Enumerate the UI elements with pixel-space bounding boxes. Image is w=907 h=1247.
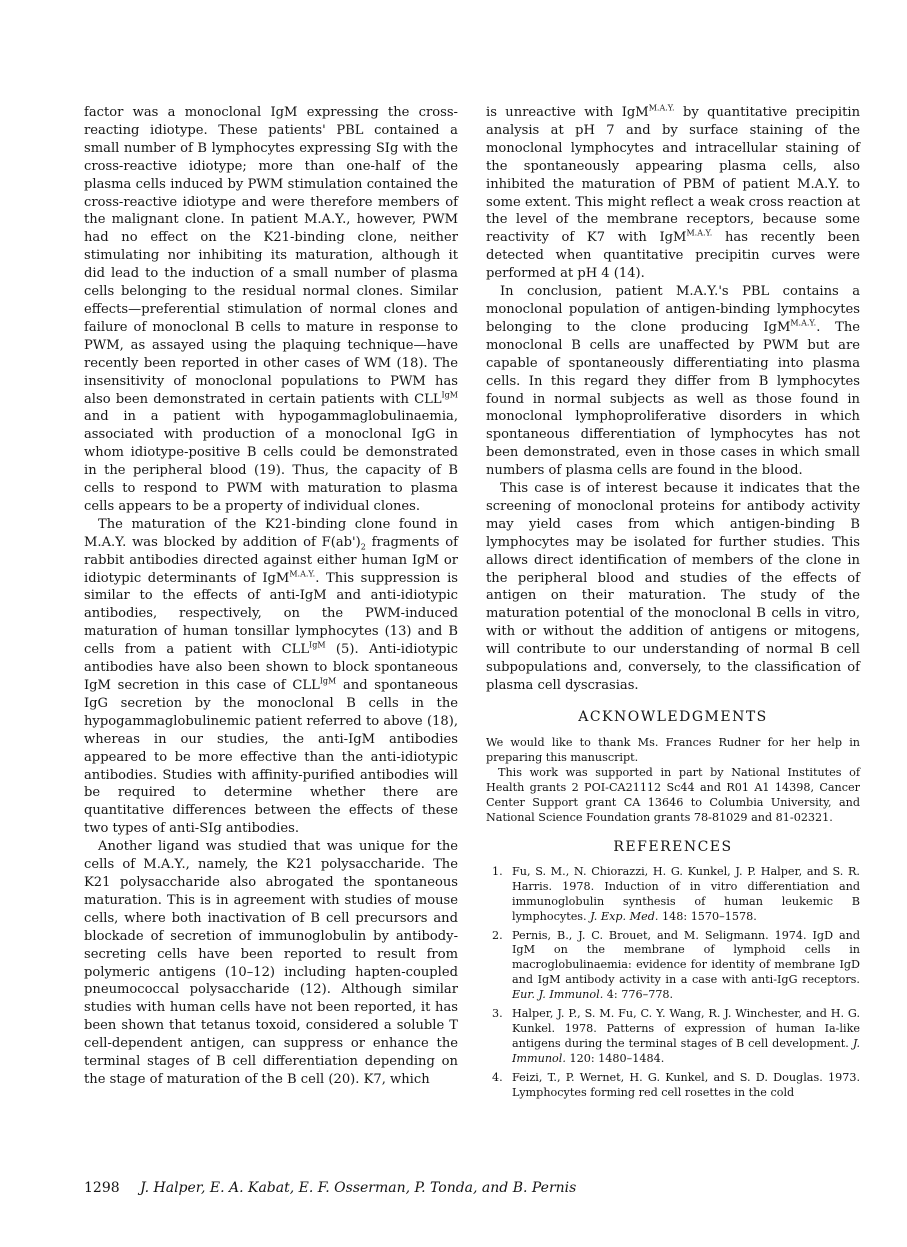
paragraph: The maturation of the K21-binding clone found in M.A.Y. was blocked by addition of $F(ab')_2$ fragments of rabbit antibodies directed against either human IgM or idiotypic determinants of IgM$^{M.A.Y.}$. This suppression is similar to the effects of anti-IgM and anti-idiotypic antibodies, respectively, on the PWM-induced maturation of human tonsillar lymphocytes (13) and B cells from a patient with $CLL^{IgM}$ (5). Anti-idiotypic antibodies have also been shown to block spontaneous IgM secretion in this case of $CLL^{IgM}$ and spontaneous IgG secretion by the monoclonal B cells in the hypogammaglobulinemic patient referred to above (18), whereas in our studies, the anti-IgM antibodies appeared to be more effective than the anti-idiotypic antibodies. Studies with affinity-purified antibodies will be required to determine whether there are quantitative differences between the effects of these two types of anti-SIg antibodies.: [84, 516, 459, 837]
article-page: [84, 104, 860, 1184]
acknowledgment-text: We would like to thank Ms. Frances Rudner for her help in preparing this manuscript.: [486, 735, 860, 764]
paragraph: Another ligand was studied that was unique for the cells of M.A.Y., namely, the K21 polysaccharide. The K21 polysaccharide also abrogated the spontaneous maturation. This is in agreement with studies of mouse cells, where both inactivation of B cell precursors and blockade of secretion of immunoglobulin by antibody-secreting cells have been reported to result from polymeric antigens (10–12) including hapten-coupled pneumococcal polysaccharide (12). Although similar studies with human cells have not been reported, it has been shown that tetanus toxoid, considered a soluble T cell-dependent antigen, can suppress or enhance the terminal stages of B cell differentiation depending on the stage of maturation of the B cell (20). K7, which: [84, 839, 458, 1087]
reference-list: [486, 865, 860, 1101]
left-column: [84, 104, 458, 1089]
author-line: J. Halper, E. A. Kabat, E. F. Osserman, P. Tonda, and B. Pernis: [140, 1180, 577, 1196]
acknowledgments-heading: ACKNOWLEDGMENTS: [578, 708, 768, 725]
funding-text: This work was supported in part by National Institutes of Health grants 2 POI-CA21112 Sc44 and R01 A1 14398, Cancer Center Support grant CA 13646 to Columbia University, and National Science Foundation grants 78-81029 and 81-02321.: [486, 765, 860, 824]
reference-item: 2. Pernis, B., J. C. Brouet, and M. Seligmann. 1974. IgD and IgM on the membrane of lymphoid cells in macroglobulinaemia: evidence for identity of membrane IgD and IgM antibody activity in a case with anti-IgG receptors. Eur. J. Immunol. 4: 776–778.: [492, 928, 860, 1002]
page-footer: [84, 1180, 684, 1196]
paragraph: In conclusion, patient M.A.Y.'s PBL contains a monoclonal population of antigen-binding lymphocytes belonging to the clone producing IgM$^{M.A.Y.}$. The monoclonal B cells are unaffected by PWM but are capable of spontaneously differentiating into plasma cells. In this regard they differ from B lymphocytes found in normal subjects as well as those found in monoclonal lymphoproliferative disorders in which spontaneous differentiation of lymphocytes has not been demonstrated, even in those cases in which small numbers of plasma cells are found in the blood.: [486, 284, 860, 479]
reference-item: 4. Feizi, T., P. Wernet, H. G. Kunkel, and S. D. Douglas. 1973. Lymphocytes forming red cell rosettes in the cold: [492, 1070, 860, 1099]
paragraph: is unreactive with IgM$^{M.A.Y.}$ by quantitative precipitin analysis at pH 7 and by surface staining of the monoclonal lymphocytes and intracellular staining of the spontaneously appearing plasma cells, also inhibited the maturation of PBM of patient M.A.Y. to some extent. This might reflect a weak cross reaction at the level of the membrane receptors, because some reactivity of K7 with IgM$^{M.A.Y.}$ has recently been detected when quantitative precipitin curves were performed at pH 4 (14).: [486, 103, 860, 282]
right-column: [486, 104, 860, 1105]
paragraph: factor was a monoclonal IgM expressing the cross-reacting idiotype. These patients' PBL contained a small number of B lymphocytes expressing SIg with the cross-reactive idiotype; more than one-half of the plasma cells induced by PWM stimulation contained the cross-reactive idiotype and were therefore members of the malignant clone. In patient M.A.Y., however, PWM had no effect on the K21-binding clone, neither stimulating nor inhibiting its maturation, although it did lead to the induction of a small number of plasma cells belonging to the residual normal clones. Similar effects—preferential stimulation of normal clones and failure of monoclonal B cells to mature in response to PWM, as assayed using the plaquing technique—have recently been reported in other cases of WM (18). The insensitivity of monoclonal populations to PWM has also been demonstrated in certain patients with $CLL^{IgM}$ and in a patient with hypogammaglobulinaemia, associated with production of a monoclonal IgG in whom idiotype-positive B cells could be demonstrated in the peripheral blood (19). Thus, the capacity of B cells to respond to PWM with maturation to plasma cells appears to be a property of individual clones.: [84, 105, 458, 514]
reference-item: 3. Halper, J. P., S. M. Fu, C. Y. Wang, R. J. Winchester, and H. G. Kunkel. 1978. Patterns of expression of human Ia-like antigens during the terminal stages of B cell development. J. Immunol. 120: 1480–1484.: [492, 1007, 860, 1065]
reference-item: 1. Fu, S. M., N. Chiorazzi, H. G. Kunkel, J. P. Halper, and S. R. Harris. 1978. Induction of in vitro differentiation and immunoglobulin synthesis of human leukemic B lymphocytes. J. Exp. Med. 148: 1570–1578.: [492, 864, 860, 923]
references-heading: REFERENCES: [613, 838, 733, 855]
page-number: 1298: [84, 1180, 120, 1196]
paragraph: This case is of interest because it indicates that the screening of monoclonal proteins for antibody activity may yield cases from which antigen-binding B lymphocytes may be isolated for further studies. This allows direct identification of members of the clone in the peripheral blood and studies of the effects of antigen on their maturation. The study of the maturation potential of the monoclonal B cells in vitro, with or without the addition of antigens or mitogens, will contribute to our understanding of normal B cell subpopulations and, conversely, to the classification of plasma cell dyscrasias.: [486, 481, 860, 693]
